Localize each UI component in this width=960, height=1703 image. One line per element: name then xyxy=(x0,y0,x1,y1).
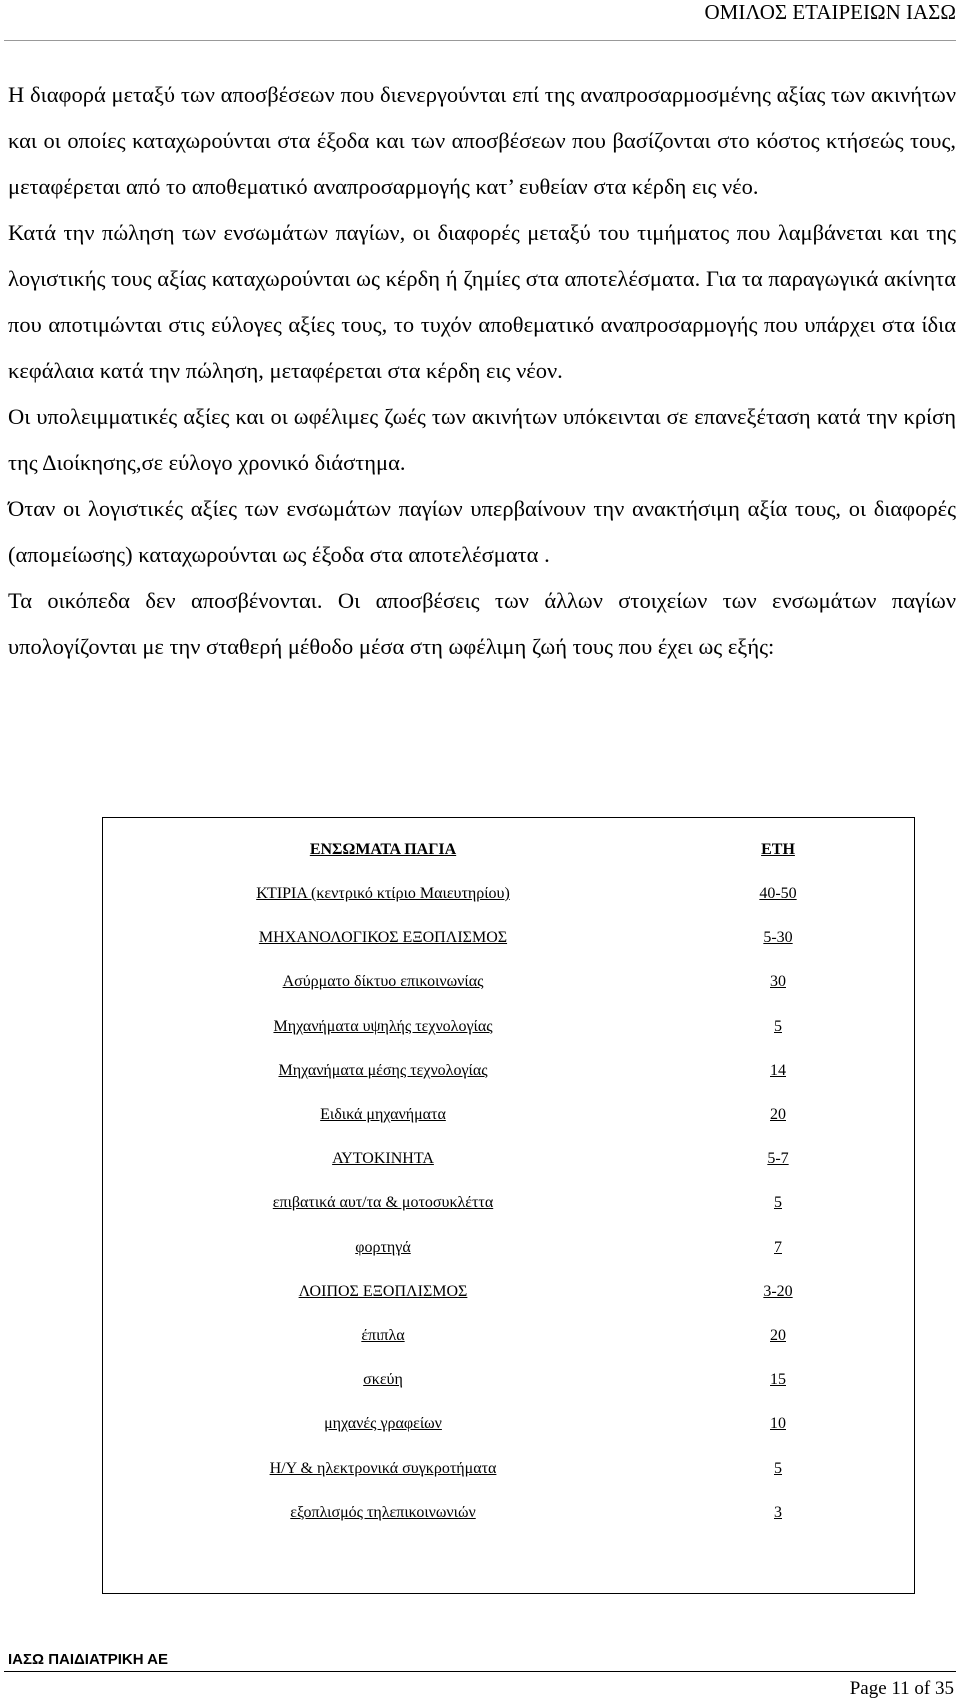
useful-life-years: 7 xyxy=(774,1238,782,1256)
table-row xyxy=(103,1493,914,1537)
table-row xyxy=(103,1360,914,1404)
useful-life-years: 40-50 xyxy=(759,885,797,902)
table-row xyxy=(103,1316,914,1360)
asset-category: ΛΟΙΠΟΣ ΕΞΟΠΛΙΣΜΟΣ xyxy=(298,1282,468,1300)
asset-category: Ασύρματο δίκτυο επικοινωνίας xyxy=(282,973,484,991)
footer-divider xyxy=(4,1671,956,1672)
asset-category: εξοπλισμός τηλεπικοινωνιών xyxy=(290,1503,476,1521)
useful-life-years: 20 xyxy=(770,1327,786,1344)
paragraph-depreciation: Τα οικόπεδα δεν αποσβένονται. Οι αποσβέσεις των άλλων στοιχείων των ενσωμάτων παγίων υπολογίζονται με την σταθερή μέθοδο μέσα στη ωφέλιμη ζωή τους που έχει ως εξής: xyxy=(8,588,956,659)
asset-category: ΚΤΙΡΙΑ (κεντρικό κτίριο Μαιευτηρίου) xyxy=(256,885,510,902)
asset-category: μηχανές γραφείων xyxy=(324,1415,442,1433)
useful-life-years: 20 xyxy=(770,1106,786,1123)
header-divider xyxy=(4,40,956,41)
useful-life-years: 3-20 xyxy=(763,1282,793,1300)
useful-life-years: 3 xyxy=(774,1503,782,1521)
asset-category: Μηχανήματα υψηλής τεχνολογίας xyxy=(273,1017,493,1035)
useful-life-years: 5 xyxy=(774,1017,782,1035)
paragraph-residual-values: Οι υπολειμματικές αξίες και οι ωφέλιμες ζωές των ακινήτων υπόκεινται σε επανεξέταση κατά την κρίση της Διοίκησης,σε εύλογο χρονικό διάστημα. xyxy=(8,404,956,475)
asset-category: σκεύη xyxy=(363,1371,403,1389)
running-header: ΟΜΙΛΟΣ ΕΤΑΙΡΕΙΩΝ ΙΑΣΩ xyxy=(704,0,956,24)
useful-life-years: 30 xyxy=(770,973,786,991)
asset-category: Η/Υ & ηλεκτρονικά συγκροτήματα xyxy=(269,1459,497,1477)
asset-category: Ειδικά μηχανήματα xyxy=(320,1106,446,1123)
useful-life-years: 5-30 xyxy=(763,929,793,947)
table-row xyxy=(103,1228,914,1272)
paragraph-disposal: Κατά την πώληση των ενσωμάτων παγίων, οι διαφορές μεταξύ του τιμήματος που λαμβάνεται και της λογιστικής τους αξίας καταχωρούνται ως κέρδη ή ζημίες στα αποτελέσματα. Για τα παραγωγικά ακίνητα που αποτιμώνται στις εύλογες αξίες τους, το τυχόν αποθεματικό αναπροσαρμογής που υπάρχει στα ίδια κεφάλαια κατά την πώληση, μεταφέρεται στα κέρδη εις νέον. xyxy=(8,220,956,383)
paragraph-impairment: Όταν οι λογιστικές αξίες των ενσωμάτων παγίων υπερβαίνουν την ανακτήσιμη αξία τους, οι διαφορές (απομείωσης) καταχωρούνται ως έξοδα στα αποτελέσματα . xyxy=(8,496,956,567)
paragraph-revaluation: Η διαφορά μεταξύ των αποσβέσεων που διενεργούνται επί της αναπροσαρμοσμένης αξίας των ακινήτων και οι οποίες καταχωρούνται στα έξοδα και των αποσβέσεων που βασίζονται στο κόστος κτήσεώς τους, μεταφέρεται από το αποθεματικό αναπροσαρμογής κατ’ ευθείαν στα κέρδη εις νέο. xyxy=(8,82,956,199)
header-years: ΕΤΗ xyxy=(761,841,795,858)
asset-category: έπιπλα xyxy=(361,1327,405,1344)
useful-life-years: 15 xyxy=(770,1371,786,1389)
document-body xyxy=(8,72,956,670)
table-row xyxy=(103,1183,914,1227)
table-row xyxy=(103,918,914,962)
asset-category: ΑΥΤΟΚΙΝΗΤΑ xyxy=(332,1150,434,1168)
asset-category: φορτηγά xyxy=(355,1238,411,1256)
useful-life-years: 5 xyxy=(774,1459,782,1477)
table-row xyxy=(103,1007,914,1051)
useful-life-years: 5-7 xyxy=(767,1150,789,1168)
header-asset: ΕΝΣΩΜΑΤΑ ΠΑΓΙΑ xyxy=(309,841,457,858)
table-row xyxy=(103,1051,914,1095)
table-row xyxy=(103,1139,914,1183)
useful-life-years: 5 xyxy=(774,1194,782,1212)
table-row xyxy=(103,962,914,1006)
table-row xyxy=(103,1095,914,1139)
table-row xyxy=(103,1272,914,1316)
useful-life-years: 10 xyxy=(770,1415,786,1433)
page-number: Page 11 of 35 xyxy=(849,1678,954,1699)
table-row xyxy=(103,1449,914,1493)
table-row xyxy=(103,874,914,918)
useful-life-years: 14 xyxy=(770,1061,786,1079)
asset-category: Μηχανήματα μέσης τεχνολογίας xyxy=(278,1061,488,1079)
footer-company: ΙΑΣΩ ΠΑΙΔΙΑΤΡΙΚΗ ΑΕ xyxy=(8,1651,169,1668)
table-header-row xyxy=(103,830,914,874)
asset-category: ΜΗΧΑΝΟΛΟΓΙΚΟΣ ΕΞΟΠΛΙΣΜΟΣ xyxy=(258,929,508,947)
asset-category: επιβατικά αυτ/τα & μοτοσυκλέττα xyxy=(272,1194,494,1212)
table-row xyxy=(103,1404,914,1448)
useful-life-table xyxy=(102,817,915,1594)
